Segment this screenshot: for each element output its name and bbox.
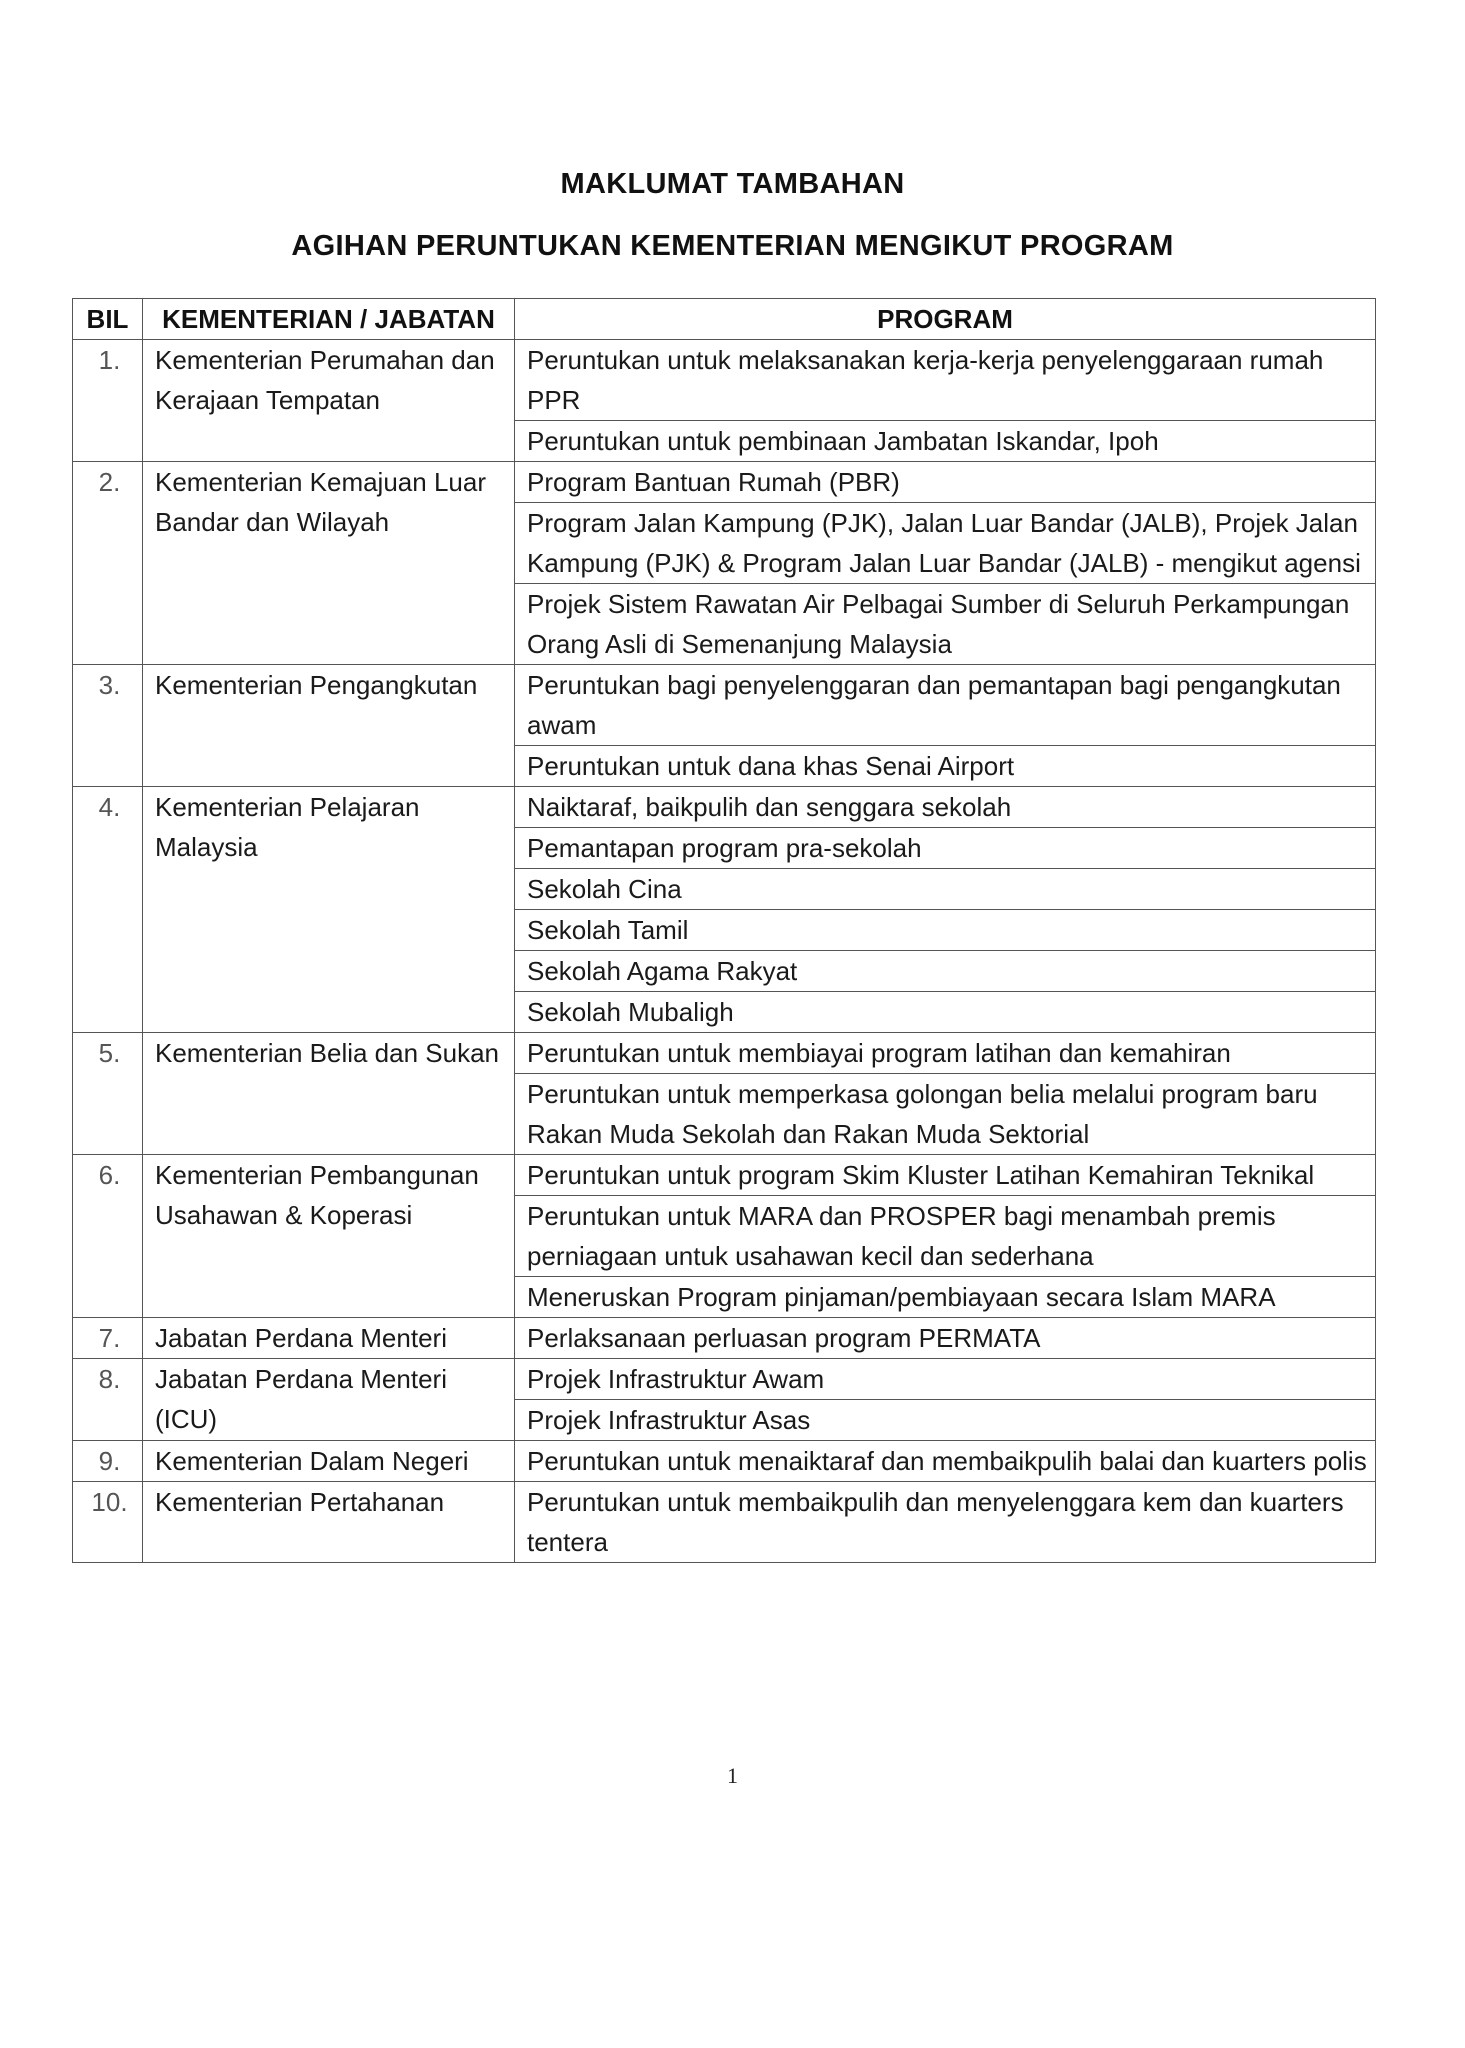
program-item: Peruntukan untuk MARA dan PROSPER bagi menambah premis perniagaan untuk usahawan kecil dan sederhana [515,1196,1376,1277]
allocation-table [72,298,1376,1563]
table-row [73,1033,1376,1074]
program-item: Peruntukan untuk menaiktaraf dan membaikpulih balai dan kuarters polis [515,1441,1376,1482]
ministry-name: Kementerian Pelajaran Malaysia [143,787,515,1033]
ministry-name: Kementerian Dalam Negeri [143,1441,515,1482]
ministry-name: Kementerian Perumahan dan Kerajaan Tempatan [143,340,515,462]
program-item: Sekolah Cina [515,869,1376,910]
program-item: Projek Sistem Rawatan Air Pelbagai Sumber di Seluruh Perkampungan Orang Asli di Semenanjung Malaysia [515,584,1376,665]
document-subtitle: AGIHAN PERUNTUKAN KEMENTERIAN MENGIKUT PROGRAM [291,230,1174,262]
ministry-name: Kementerian Pembangunan Usahawan & Koperasi [143,1155,515,1318]
header-program: PROGRAM [515,299,1376,340]
ministry-name: Jabatan Perdana Menteri (ICU) [143,1359,515,1441]
program-item: Projek Infrastruktur Asas [515,1400,1376,1441]
program-item: Projek Infrastruktur Awam [515,1359,1376,1400]
program-item: Perlaksanaan perluasan program PERMATA [515,1318,1376,1359]
table-row [73,1482,1376,1563]
row-number: 5. [73,1033,143,1155]
ministry-name: Kementerian Belia dan Sukan [143,1033,515,1155]
table-body [73,340,1376,1563]
row-number: 6. [73,1155,143,1318]
table-row [73,1359,1376,1400]
ministry-name: Kementerian Pertahanan [143,1482,515,1563]
row-number: 1. [73,340,143,462]
document-title: MAKLUMAT TAMBAHAN [560,168,905,200]
program-item: Peruntukan untuk program Skim Kluster Latihan Kemahiran Teknikal [515,1155,1376,1196]
row-number: 3. [73,665,143,787]
page-number: 1 [727,1763,738,1788]
row-number: 10. [73,1482,143,1563]
program-item: Naiktaraf, baikpulih dan senggara sekolah [515,787,1376,828]
program-item: Sekolah Mubaligh [515,992,1376,1033]
table-row [73,340,1376,421]
program-item: Sekolah Agama Rakyat [515,951,1376,992]
program-item: Sekolah Tamil [515,910,1376,951]
table-row [73,1318,1376,1359]
ministry-name: Kementerian Pengangkutan [143,665,515,787]
header-bil: BIL [73,299,143,340]
program-item: Peruntukan untuk melaksanakan kerja-kerja penyelenggaraan rumah PPR [515,340,1376,421]
table-row [73,1441,1376,1482]
table-row [73,787,1376,828]
row-number: 2. [73,462,143,665]
row-number: 4. [73,787,143,1033]
row-number: 8. [73,1359,143,1441]
program-item: Peruntukan untuk memperkasa golongan belia melalui program baru Rakan Muda Sekolah dan Rakan Muda Sektorial [515,1074,1376,1155]
header-kementerian: KEMENTERIAN / JABATAN [143,299,515,340]
program-item: Peruntukan untuk pembinaan Jambatan Iskandar, Ipoh [515,421,1376,462]
table-row [73,665,1376,746]
table-header-row [73,299,1376,340]
ministry-name: Kementerian Kemajuan Luar Bandar dan Wilayah [143,462,515,665]
table-row [73,462,1376,503]
program-item: Program Bantuan Rumah (PBR) [515,462,1376,503]
program-item: Peruntukan untuk dana khas Senai Airport [515,746,1376,787]
program-item: Pemantapan program pra-sekolah [515,828,1376,869]
ministry-name: Jabatan Perdana Menteri [143,1318,515,1359]
program-item: Peruntukan untuk membiayai program latihan dan kemahiran [515,1033,1376,1074]
program-item: Peruntukan bagi penyelenggaran dan pemantapan bagi pengangkutan awam [515,665,1376,746]
program-item: Peruntukan untuk membaikpulih dan menyelenggara kem dan kuarters tentera [515,1482,1376,1563]
program-item: Program Jalan Kampung (PJK), Jalan Luar Bandar (JALB), Projek Jalan Kampung (PJK) & Program Jalan Luar Bandar (JALB) - mengikut agensi [515,503,1376,584]
row-number: 9. [73,1441,143,1482]
table-row [73,1155,1376,1196]
program-item: Meneruskan Program pinjaman/pembiayaan secara Islam MARA [515,1277,1376,1318]
row-number: 7. [73,1318,143,1359]
